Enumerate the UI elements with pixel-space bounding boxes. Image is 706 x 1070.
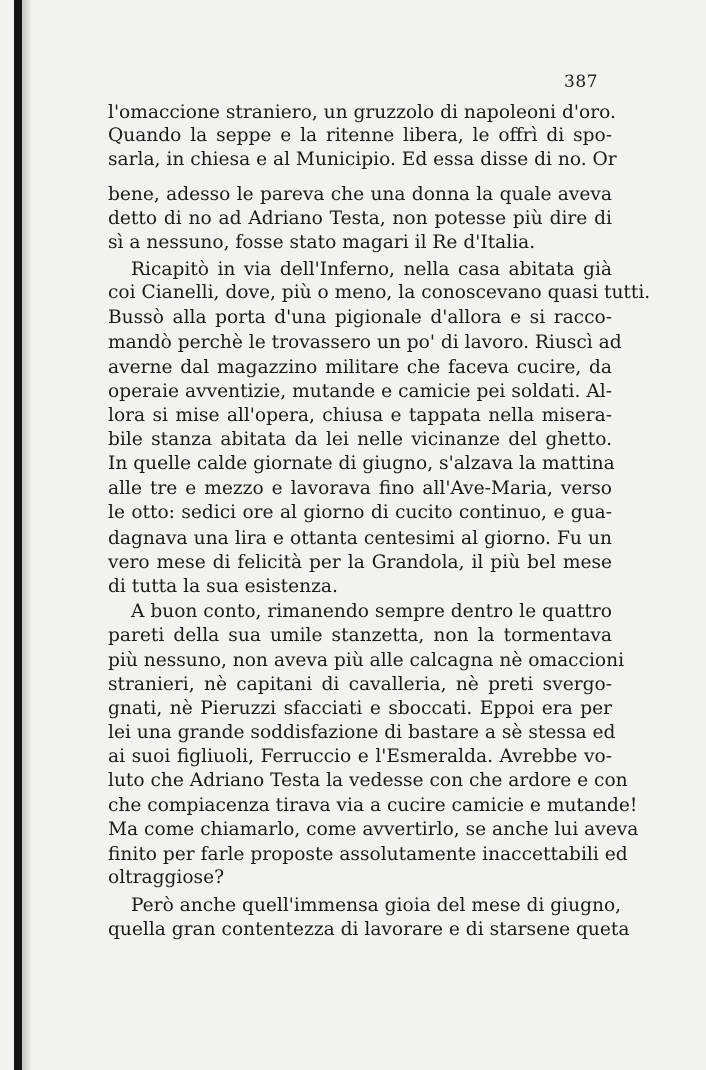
text-line: quella gran contentezza di lavorare e di starsene queta — [108, 919, 630, 940]
text-line: averne dal magazzino militare che faceva cucire, da — [108, 357, 612, 378]
text-line: ai suoi figliuoli, Ferruccio e l'Esmeralda. Avrebbe vo- — [108, 746, 612, 767]
page-number: 387 — [564, 72, 598, 92]
text-line: pareti della sua umile stanzetta, non la tormentava — [108, 625, 612, 646]
text-line: dagnava una lira e ottanta centesimi al giorno. Fu un — [108, 528, 612, 549]
text-line: stranieri, nè capitani di cavalleria, nè preti svergo- — [108, 674, 612, 695]
text-line: lora si mise all'opera, chiusa e tappata nella misera- — [108, 405, 612, 426]
text-line: In quelle calde giornate di giugno, s'alzava la mattina — [108, 453, 615, 474]
text-line: vero mese di felicità per la Grandola, il più bel mese — [108, 552, 612, 573]
text-line: bene, adesso le pareva che una donna la quale aveva — [108, 184, 612, 205]
text-line: Ma come chiamarlo, come avvertirlo, se anche lui aveva — [108, 819, 639, 840]
binding-shadow — [22, 0, 32, 1070]
text-line: sì a nessuno, fosse stato magari il Re d'Italia. — [108, 232, 536, 253]
text-line: le otto: sedici ore al giorno di cucito continuo, e gua- — [108, 502, 612, 523]
text-line: Bussò alla porta d'una pigionale d'allora e si racco- — [108, 307, 612, 328]
text-line: gnati, nè Pieruzzi sfacciati e sboccati. Eppoi era per — [108, 698, 612, 719]
text-line: alle tre e mezzo e lavorava fino all'Ave-Maria, verso — [108, 478, 612, 499]
text-line: che compiacenza tirava via a cucire camicie e mutande! — [108, 795, 638, 816]
text-line: operaie avventizie, mutande e camicie pei soldati. Al- — [108, 381, 612, 402]
text-line: detto di no ad Adriano Testa, non potesse più dire di — [108, 208, 612, 229]
text-line: più nessuno, non aveva più alle calcagna nè omaccioni — [108, 650, 625, 671]
text-line: coi Cianelli, dove, più o meno, la conoscevano quasi tutti. — [108, 282, 651, 303]
text-line: sarla, in chiesa e al Municipio. Ed essa disse di no. Or — [108, 149, 617, 170]
text-line: finito per farle proposte assolutamente inaccettabili ed — [108, 844, 628, 865]
text-line: Ricapitò in via dell'Inferno, nella casa abitata già — [131, 259, 612, 280]
page-binding-edge — [14, 0, 22, 1070]
text-line: bile stanza abitata da lei nelle vicinanze del ghetto. — [108, 429, 612, 450]
text-line: oltraggiose? — [108, 867, 225, 888]
text-line: l'omaccione straniero, un gruzzolo di napoleoni d'oro. — [108, 102, 616, 123]
text-line: luto che Adriano Testa la vedesse con che ardore e con — [108, 770, 628, 791]
text-line: di tutta la sua esistenza. — [108, 576, 338, 597]
text-line: A buon conto, rimanendo sempre dentro le quattro — [131, 601, 612, 622]
text-line: lei una grande soddisfazione di bastare a sè stessa ed — [108, 722, 616, 743]
text-line: Però anche quell'immensa gioia del mese di giugno, — [131, 895, 622, 916]
text-line: Quando la seppe e la ritenne libera, le offrì di spo- — [108, 125, 612, 146]
text-line: mandò perchè le trovassero un po' di lavoro. Riuscì ad — [108, 332, 622, 353]
